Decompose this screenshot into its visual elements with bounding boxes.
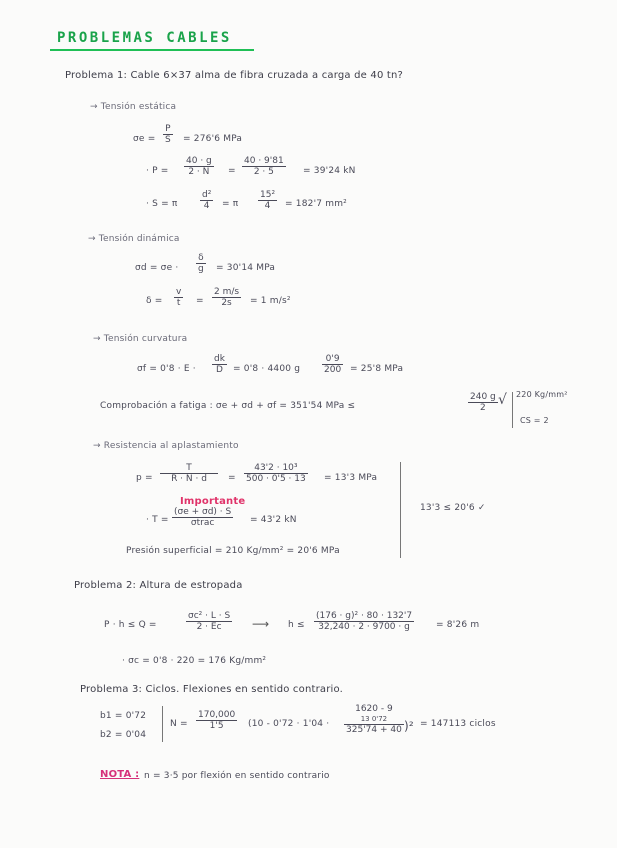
- fraction-numerator: 2 m/s: [214, 287, 240, 297]
- fraction-denominator: 2: [480, 403, 486, 413]
- delta-result: = 1 m/s²: [250, 296, 291, 306]
- tension-dinamica-label: → Tensión dinámica: [88, 234, 180, 244]
- h-result: = 8'26 m: [436, 620, 480, 630]
- fatiga-condition-1: 220 Kg/mm²: [516, 390, 568, 399]
- fraction-numerator: P: [163, 124, 173, 135]
- sigma-f-mid: = 0'8 · 4400 g: [233, 364, 301, 374]
- fraction-numerator: 43'2 · 10³: [244, 463, 308, 474]
- s-result: = 182'7 mm²: [285, 199, 347, 209]
- important-note: Importante: [180, 496, 246, 507]
- equals: =: [196, 296, 204, 306]
- delta-fraction-2: [212, 287, 241, 308]
- p2-lhs: P · h ≤ Q =: [104, 620, 157, 630]
- sigma-f-lhs: σf = 0'8 · E ·: [137, 364, 196, 374]
- fraction-denominator: R · N · d: [171, 474, 207, 484]
- n-mid: (10 - 0'72 · 1'04 ·: [248, 719, 330, 729]
- close-paren-squared: )²: [404, 719, 414, 733]
- t-fraction: [172, 507, 233, 528]
- p-result: = 39'24 kN: [303, 166, 356, 176]
- fraction-denominator: 4: [203, 201, 210, 211]
- fraction-numerator: (176 · g)² · 80 · 132'7: [316, 611, 413, 621]
- t-result: = 43'2 kN: [250, 515, 297, 525]
- problem-3-header: Problema 3: Ciclos. Flexiones en sentido contrario.: [80, 684, 344, 695]
- fraction-numerator: (σe + σd) · S: [174, 507, 232, 517]
- b1-value: b1 = 0'72: [100, 711, 147, 721]
- fraction-denominator: 2 · N: [188, 167, 210, 177]
- tension-curvatura-label: → Tensión curvatura: [93, 334, 188, 344]
- sigma-f-fraction-1: [212, 354, 227, 375]
- fraction-numerator: 15²: [260, 190, 276, 200]
- fraction-denominator: g: [198, 264, 204, 274]
- fraction-denominator: S: [165, 135, 171, 145]
- fatiga-brace: [512, 392, 513, 428]
- p-aplast-lhs: p =: [136, 473, 153, 483]
- s-fraction-1: [200, 190, 213, 211]
- fraction-numerator: v: [176, 287, 182, 297]
- inner-numerator-bottom: 13 0'72: [360, 715, 388, 723]
- inner-numerator-top: 1620 - 9: [355, 704, 393, 714]
- inner-numerator: [344, 704, 404, 725]
- fraction-numerator: 40 · g: [186, 156, 212, 166]
- fatiga-fraction: [468, 392, 498, 413]
- p2-fraction-1: [186, 611, 232, 632]
- p2-fraction-2: [314, 611, 414, 632]
- n-lhs: N =: [170, 719, 188, 729]
- p-aplast-fraction-2: [244, 463, 308, 484]
- b2-value: b2 = 0'04: [100, 730, 147, 740]
- fraction-denominator: 325'74 + 40: [346, 725, 402, 735]
- page-title: PROBLEMAS CABLES: [57, 30, 232, 46]
- fraction-denominator: 4: [264, 201, 271, 211]
- sigma-d-fraction: [196, 253, 206, 274]
- h-lhs: h ≤: [288, 620, 305, 630]
- aplastamiento-brace: [400, 462, 401, 558]
- equals: =: [228, 473, 236, 483]
- fatiga-check: Comprobación a fatiga : σe + σd + σf = 351'54 MPa ≤: [100, 401, 356, 411]
- fraction-numerator: 170,000: [198, 710, 236, 720]
- sigma-c-note: · σc = 0'8 · 220 = 176 Kg/mm²: [122, 656, 267, 666]
- s-mid: = π: [222, 199, 239, 209]
- sigma-d-result: = 30'14 MPa: [216, 263, 276, 273]
- delta-fraction-1: [174, 287, 183, 308]
- fraction-numerator: σc² · L · S: [188, 611, 231, 621]
- nota-label: NOTA :: [100, 769, 140, 780]
- fraction-numerator: 240 g: [470, 392, 496, 402]
- t-lhs: · T =: [146, 515, 169, 525]
- equals: =: [228, 166, 236, 176]
- aplastamiento-label: → Resistencia al aplastamiento: [93, 441, 239, 451]
- p-fraction-1: [184, 156, 214, 177]
- s-fraction-2: [258, 190, 277, 211]
- problem-2-header: Problema 2: Altura de estropada: [74, 580, 243, 591]
- fraction-numerator: 40 · 9'81: [244, 156, 284, 166]
- s-lhs: · S = π: [146, 199, 178, 209]
- fraction-denominator: 200: [324, 365, 342, 375]
- fraction-denominator: 2 · Ec: [196, 622, 222, 632]
- tension-estatica-label: → Tensión estática: [90, 102, 177, 112]
- n-inner-fraction: [344, 704, 404, 735]
- sigma-f-fraction-2: [322, 354, 343, 375]
- fraction-denominator: 1'5: [209, 721, 224, 731]
- p-fraction-2: [242, 156, 286, 177]
- fraction-denominator: t: [176, 298, 181, 308]
- fraction-numerator: dk: [214, 354, 225, 364]
- n-result: = 147113 ciclos: [420, 719, 496, 729]
- fraction-denominator: 2 · 5: [253, 167, 274, 177]
- p-aplast-result: = 13'3 MPa: [324, 473, 378, 483]
- problem-1-header: Problema 1: Cable 6×37 alma de fibra cruzada a carga de 40 tn?: [65, 70, 404, 81]
- b-brace: [162, 706, 163, 742]
- sqrt-symbol: √: [498, 392, 508, 408]
- sigma-e-result: = 276'6 MPa: [183, 134, 243, 144]
- p-aplast-fraction-1: [160, 463, 218, 484]
- sigma-f-result: = 25'8 MPa: [350, 364, 404, 374]
- fraction-numerator: δ: [196, 253, 206, 264]
- n-fraction: [196, 710, 237, 731]
- fatiga-condition-2: CS = 2: [520, 416, 549, 425]
- title-underline: [50, 49, 254, 51]
- p-lhs: · P =: [146, 166, 169, 176]
- nota-text: n = 3·5 por flexión en sentido contrario: [144, 771, 330, 781]
- fraction-numerator: d²: [202, 190, 212, 200]
- sigma-e-lhs: σe =: [133, 134, 156, 144]
- fraction-numerator: 0'9: [322, 354, 343, 365]
- presion-superficial: Presión superficial = 210 Kg/mm² = 20'6 MPa: [126, 546, 340, 556]
- implies-arrow: ⟶: [252, 617, 270, 631]
- fraction-denominator: 2s: [221, 298, 232, 308]
- aplastamiento-result: 13'3 ≤ 20'6 ✓: [420, 503, 486, 513]
- delta-lhs: δ =: [146, 296, 163, 306]
- fraction-denominator: D: [216, 365, 223, 375]
- fraction-denominator: σtrac: [190, 518, 215, 528]
- fraction-denominator: 500 · 0'5 · 13: [246, 474, 306, 484]
- sigma-d-lhs: σd = σe ·: [135, 263, 179, 273]
- sigma-e-fraction: [163, 124, 173, 145]
- fraction-denominator: 32,240 · 2 · 9700 · g: [318, 622, 410, 632]
- fraction-numerator: T: [160, 463, 218, 474]
